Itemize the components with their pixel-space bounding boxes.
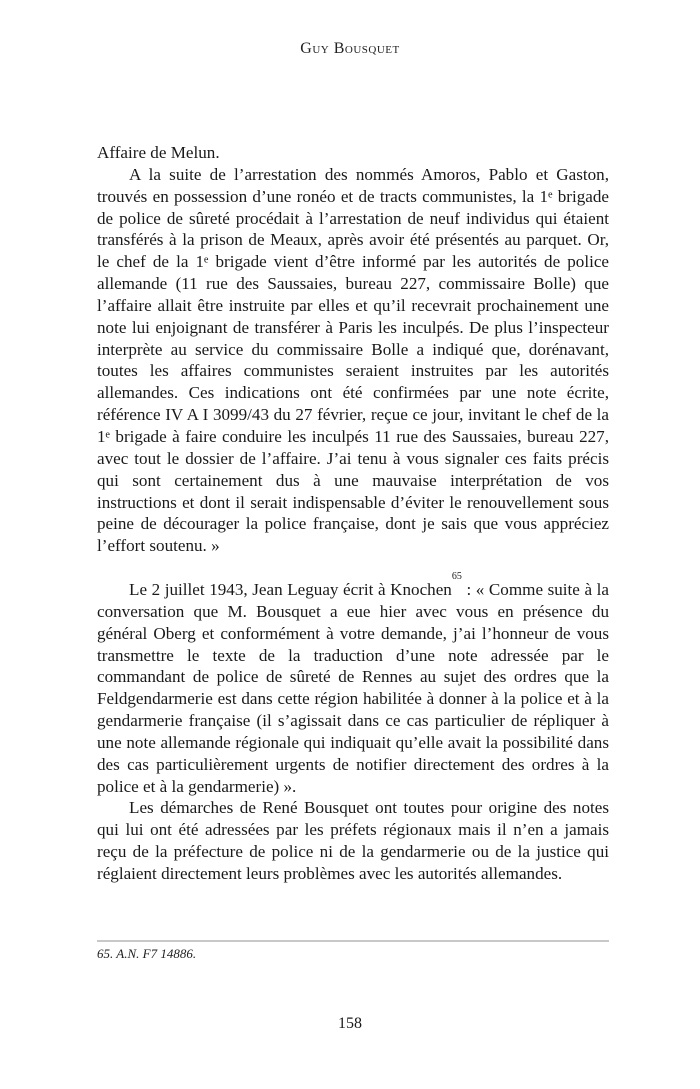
paragraph-quote: A la suite de l’arrestation des nommés Amoros, Pablo et Gaston, trouvés en possession d’une ronéo et de tracts communistes, la 1ᵉ brigade de police de sûreté procédait à l’arrestation de neuf individus qui étaient transférés à la prison de Meaux, après avoir été présentés au parquet. Or, le chef de la 1ᵉ brigade vient d’être informé par les autorités de police allemande (11 rue des Saussaies, bureau 227, commissaire Bolle) que l’affaire allait être instruite par elles et qu’il recevrait prochainement une note lui enjoignant de transférer à Paris les inculpés. De plus l’inspecteur interprète au service du commissaire Bolle a indiqué que, dorénavant, toutes les affaires communistes seraient instruites par les autorités allemandes. Ces indications ont été confirmées par une note écrite, référence IV A I 3099/43 du 27 février, reçue ce jour, invitant le chef de la 1ᵉ brigade à faire conduire les inculpés 11 rue des Saussaies, bureau 227, avec tout le dossier de l’affaire. J’ai tenu à vous signaler ces faits précis qui sont certainement dus à une mauvaise interprétation de vos instructions et dont il serait indispensable d’éviter le renouvellement sous peine de décourager la police française, dont je sais que vous appréciez l’effort soutenu. » [97, 164, 609, 556]
paragraph-leguay [97, 571, 609, 797]
running-head: Guy Bousquet [300, 40, 400, 57]
footnote-reference: 65 [451, 571, 462, 583]
paragraph-demarches: Les démarches de René Bousquet ont toutes pour origine des notes qui lui ont été adressées par les préfets régionaux mais il n’en a jamais reçu de la préfecture de police ni de la gendarmerie ou de la justice qui réglaient directement leurs problèmes avec les autorités allemandes. [97, 798, 609, 883]
footnote: 65. A.N. F7 14886. [97, 946, 197, 961]
paragraph-heading: Affaire de Melun. [97, 143, 220, 162]
body-text [97, 142, 609, 885]
paragraph-text: Le 2 juillet 1943, Jean Leguay écrit à Knochen [129, 580, 452, 600]
paragraph-text: : « Comme suite à la conversation que M. Bousquet a eue hier avec vous en présence du général Oberg et conformément à votre demande, j’ai l’honneur de vous transmettre le texte de la traduction d’une note adressée par le commandant de police de sûreté de Rennes au sujet des ordres que la Feldgendarmerie est dans cette région habilitée à donner à la police et à la gendarmerie française (il s’agissait dans ce cas particulier de répliquer à une note allemande régionale qui indiquait qu’elle avait la possibilité dans des cas particulièrement urgents de notifier directement des ordres à la police et à la gendarmerie) ». [97, 580, 609, 796]
page-number: 158 [338, 1015, 362, 1032]
footnote-divider [97, 940, 609, 942]
